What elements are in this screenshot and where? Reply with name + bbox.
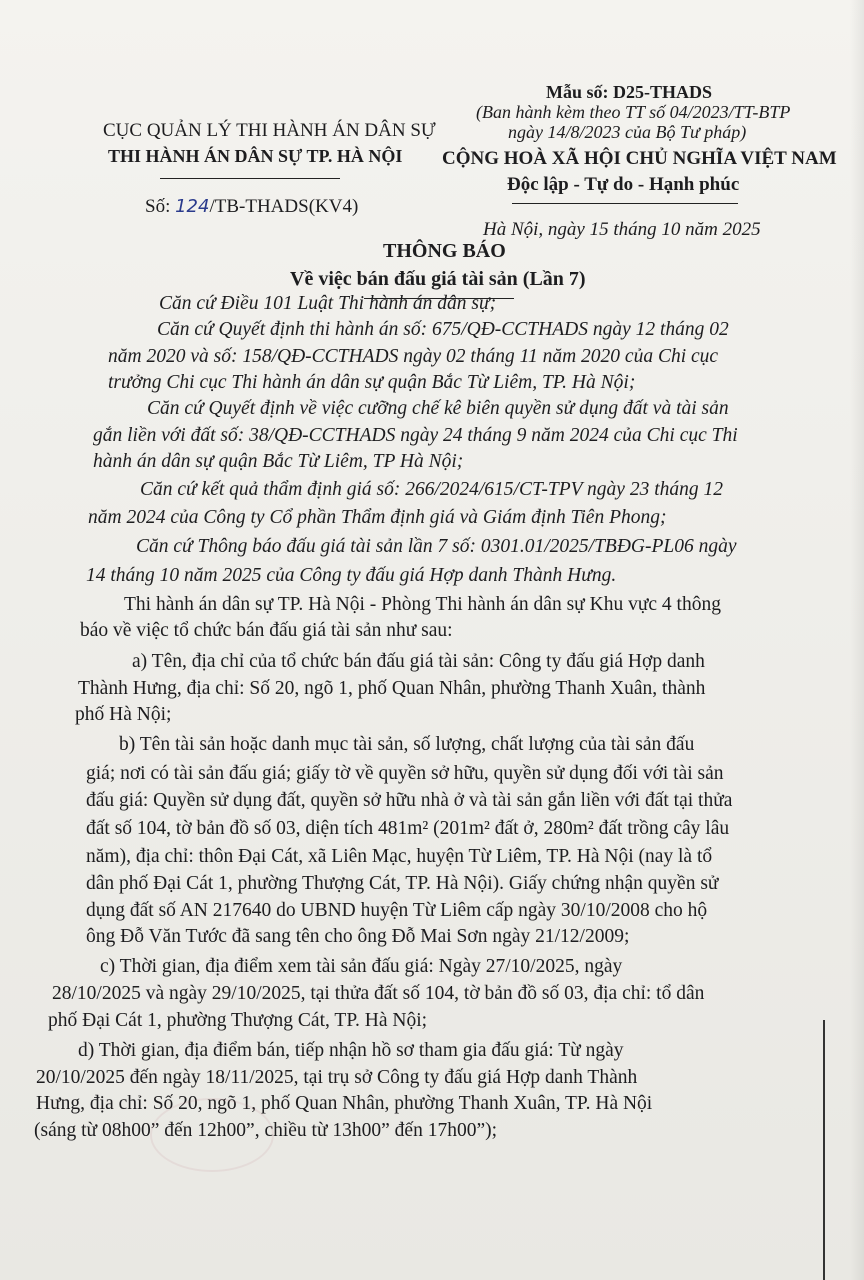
- body-line: hành án dân sự quận Bắc Từ Liêm, TP Hà Nội;: [93, 451, 464, 472]
- body-line: 14 tháng 10 năm 2025 của Công ty đấu giá Hợp danh Thành Hưng.: [86, 565, 617, 586]
- body-line: Căn cứ Quyết định thi hành án số: 675/QĐ-CCTHADS ngày 12 tháng 02: [157, 319, 729, 340]
- body-line: b) Tên tài sản hoặc danh mục tài sản, số lượng, chất lượng của tài sản đấu: [119, 734, 695, 755]
- form-note-1: (Ban hành kèm theo TT số 04/2023/TT-BTP: [476, 102, 791, 122]
- body-line: d) Thời gian, địa điểm bán, tiếp nhận hồ sơ tham gia đấu giá: Từ ngày: [78, 1040, 624, 1061]
- body-line: năm 2020 và số: 158/QĐ-CCTHADS ngày 02 tháng 11 năm 2020 của Chi cục: [108, 346, 719, 367]
- body-line: Thành Hưng, địa chỉ: Số 20, ngõ 1, phố Quan Nhân, phường Thanh Xuân, thành: [78, 678, 706, 699]
- body-line: trưởng Chi cục Thi hành án dân sự quận Bắc Từ Liêm, TP. Hà Nội;: [108, 372, 636, 393]
- body-line: dân phố Đại Cát 1, phường Thượng Cát, TP. Hà Nội). Giấy chứng nhận quyền sử: [86, 873, 719, 894]
- body-line: phố Hà Nội;: [75, 704, 172, 725]
- paper-edge-shadow: [850, 0, 864, 1280]
- paper-fold-line: [823, 1020, 825, 1280]
- body-line: c) Thời gian, địa điểm xem tài sản đấu giá: Ngày 27/10/2025, ngày: [100, 956, 623, 977]
- body-line: đất số 104, tờ bản đồ số 03, diện tích 481m² (201m² đất ở, 280m² đất trồng cây lâu: [86, 818, 730, 839]
- agency-line-2: THI HÀNH ÁN DÂN SỰ TP. HÀ NỘI: [108, 146, 403, 166]
- doc-number-handwritten: 124: [175, 196, 210, 217]
- notice-subtitle: Về việc bán đấu giá tài sản (Lần 7): [290, 268, 586, 290]
- faint-stamp-mark: [150, 1098, 274, 1172]
- body-line: Thi hành án dân sự TP. Hà Nội - Phòng Thi hành án dân sự Khu vực 4 thông: [124, 594, 721, 615]
- body-line: a) Tên, địa chỉ của tổ chức bán đấu giá tài sản: Công ty đấu giá Hợp danh: [132, 651, 705, 672]
- body-line: đấu giá: Quyền sử dụng đất, quyền sở hữu nhà ở và tài sản gắn liền với đất tại thửa: [86, 790, 733, 811]
- agency-line-1: CỤC QUẢN LÝ THI HÀNH ÁN DÂN SỰ: [103, 120, 436, 141]
- nation-line-2: Độc lập - Tự do - Hạnh phúc: [507, 174, 740, 195]
- notice-title: THÔNG BÁO: [383, 240, 506, 262]
- body-line: ông Đỗ Văn Tước đã sang tên cho ông Đỗ Mai Sơn ngày 21/12/2009;: [86, 926, 630, 947]
- form-note-2: ngày 14/8/2023 của Bộ Tư pháp): [508, 122, 747, 142]
- body-line: dụng đất số AN 217640 do UBND huyện Từ Liêm cấp ngày 30/10/2008 cho hộ: [86, 900, 708, 921]
- body-line: Căn cứ kết quả thẩm định giá số: 266/2024/615/CT-TPV ngày 23 tháng 12: [140, 479, 723, 500]
- body-line: giá; nơi có tài sản đấu giá; giấy tờ về quyền sở hữu, quyền sử dụng đối với tài sản: [86, 763, 724, 784]
- body-line: 20/10/2025 đến ngày 18/11/2025, tại trụ sở Công ty đấu giá Hợp danh Thành: [36, 1067, 638, 1088]
- document-number: [145, 196, 358, 218]
- form-number: Mẫu số: D25-THADS: [546, 82, 713, 102]
- doc-number-prefix: Số:: [145, 196, 176, 217]
- body-line: năm 2024 của Công ty Cổ phần Thẩm định giá và Giám định Tiên Phong;: [88, 507, 667, 528]
- nation-line-1: CỘNG HOÀ XÃ HỘI CHỦ NGHĨA VIỆT NAM: [442, 148, 837, 169]
- body-line: phố Đại Cát 1, phường Thượng Cát, TP. Hà Nội;: [48, 1010, 428, 1031]
- body-line: Hưng, địa chỉ: Số 20, ngõ 1, phố Quan Nhân, phường Thanh Xuân, TP. Hà Nội: [36, 1093, 653, 1114]
- body-line: gắn liền với đất số: 38/QĐ-CCTHADS ngày 24 tháng 9 năm 2024 của Chi cục Thi: [93, 425, 738, 446]
- doc-number-suffix: /TB-THADS(KV4): [209, 196, 359, 217]
- place-date: Hà Nội, ngày 15 tháng 10 năm 2025: [483, 219, 761, 240]
- body-line: Căn cứ Quyết định về việc cưỡng chế kê biên quyền sử dụng đất và tài sản: [147, 398, 729, 419]
- body-line: Căn cứ Thông báo đấu giá tài sản lần 7 số: 0301.01/2025/TBĐG-PL06 ngày: [136, 536, 737, 557]
- body-line: 28/10/2025 và ngày 29/10/2025, tại thửa đất số 104, tờ bản đồ số 03, địa chỉ: tổ dân: [52, 983, 705, 1004]
- body-line: Căn cứ Điều 101 Luật Thi hành án dân sự;: [159, 293, 497, 314]
- nation-underline: [512, 203, 738, 204]
- body-line: báo về việc tổ chức bán đấu giá tài sản như sau:: [80, 620, 453, 641]
- body-line: năm), địa chỉ: thôn Đại Cát, xã Liên Mạc, huyện Từ Liêm, TP. Hà Nội (nay là tổ: [86, 846, 713, 867]
- body-line: (sáng từ 08h00” đến 12h00”, chiều từ 13h00” đến 17h00”);: [34, 1120, 498, 1141]
- agency-underline: [160, 178, 340, 179]
